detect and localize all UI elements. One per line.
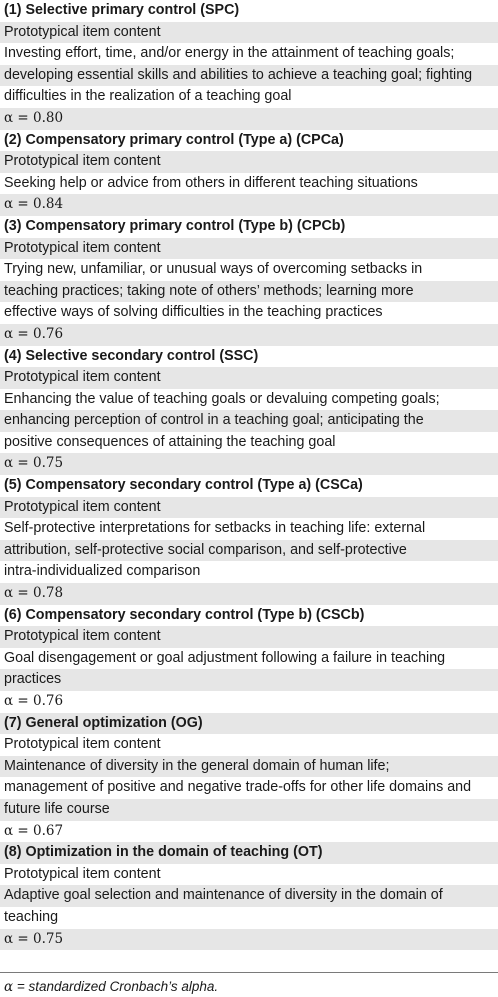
section-heading: (4) Selective secondary control (SSC) <box>4 347 259 364</box>
section-alpha: α = 0.67 <box>4 822 64 839</box>
section-description-line: attribution, self-protective social comparison, and self-protective <box>0 540 498 562</box>
section-description-line: Goal disengagement or goal adjustment following a failure in teaching <box>4 649 446 666</box>
table-footnote <box>4 979 218 995</box>
section-description-line: teaching practices; taking note of others’ methods; learning more <box>0 281 498 303</box>
section-heading: (1) Selective primary control (SPC) <box>4 2 240 18</box>
section-subheading: Prototypical item content <box>0 497 498 519</box>
section-heading: (3) Compensatory primary control (Type b) (CPCb) <box>4 217 346 234</box>
section-subheading: Prototypical item content <box>4 736 161 753</box>
section-description-line: management of positive and negative trade-offs for other life domains and <box>4 779 472 796</box>
footnote-alpha-symbol: α <box>4 979 14 995</box>
section-heading: (2) Compensatory primary control (Type a) (CPCa) <box>4 131 344 148</box>
section-description-line: positive consequences of attaining the teaching goal <box>4 433 336 450</box>
section-alpha: α = 0.80 <box>0 108 498 130</box>
section-description-line: Maintenance of diversity in the general domain of human life; <box>0 756 498 778</box>
section-subheading: Prototypical item content <box>0 22 498 44</box>
section-subheading: Prototypical item content <box>0 151 498 173</box>
section-description-line: Trying new, unfamiliar, or unusual ways of overcoming setbacks in <box>4 261 423 278</box>
section-description-line: difficulties in the realization of a teaching goal <box>4 88 292 105</box>
section-heading: (7) General optimization (OG) <box>0 713 498 735</box>
section-heading: (6) Compensatory secondary control (Type b) (CSCb) <box>4 606 365 623</box>
section-alpha: α = 0.78 <box>0 583 498 605</box>
section-description-line: Enhancing the value of teaching goals or devaluing competing goals; <box>4 390 440 407</box>
section-description-line: future life course <box>0 799 498 821</box>
section-description-line: enhancing perception of control in a teaching goal; anticipating the <box>0 410 498 432</box>
section-alpha: α = 0.75 <box>0 453 498 475</box>
section-description-line: effective ways of solving difficulties in the teaching practices <box>4 304 383 321</box>
section-description-line: Self-protective interpretations for setbacks in teaching life: external <box>4 520 426 537</box>
section-subheading: Prototypical item content <box>0 367 498 389</box>
section-alpha: α = 0.76 <box>0 324 498 346</box>
table-bottom-rule <box>0 972 498 973</box>
section-description-line: intra-individualized comparison <box>4 563 201 580</box>
section-subheading: Prototypical item content <box>0 238 498 260</box>
section-description-line: practices <box>0 669 498 691</box>
section-alpha: α = 0.75 <box>0 929 498 951</box>
section-description-line: teaching <box>4 908 59 925</box>
section-heading: (8) Optimization in the domain of teaching (OT) <box>0 842 498 864</box>
section-description-line: developing essential skills and abilities to achieve a teaching goal; fighting <box>0 65 498 87</box>
section-subheading: Prototypical item content <box>0 626 498 648</box>
section-description-line: Adaptive goal selection and maintenance of diversity in the domain of <box>0 885 498 907</box>
section-description-line: Seeking help or advice from others in different teaching situations <box>4 174 418 191</box>
section-description-line: Investing effort, time, and/or energy in the attainment of teaching goals; <box>4 45 455 62</box>
section-alpha: α = 0.76 <box>4 693 64 709</box>
footnote-text: = standardized Cronbach’s alpha. <box>13 979 219 994</box>
section-heading: (5) Compensatory secondary control (Type a) (CSCa) <box>4 477 363 494</box>
section-subheading: Prototypical item content <box>4 865 161 882</box>
section-alpha: α = 0.84 <box>0 194 498 216</box>
